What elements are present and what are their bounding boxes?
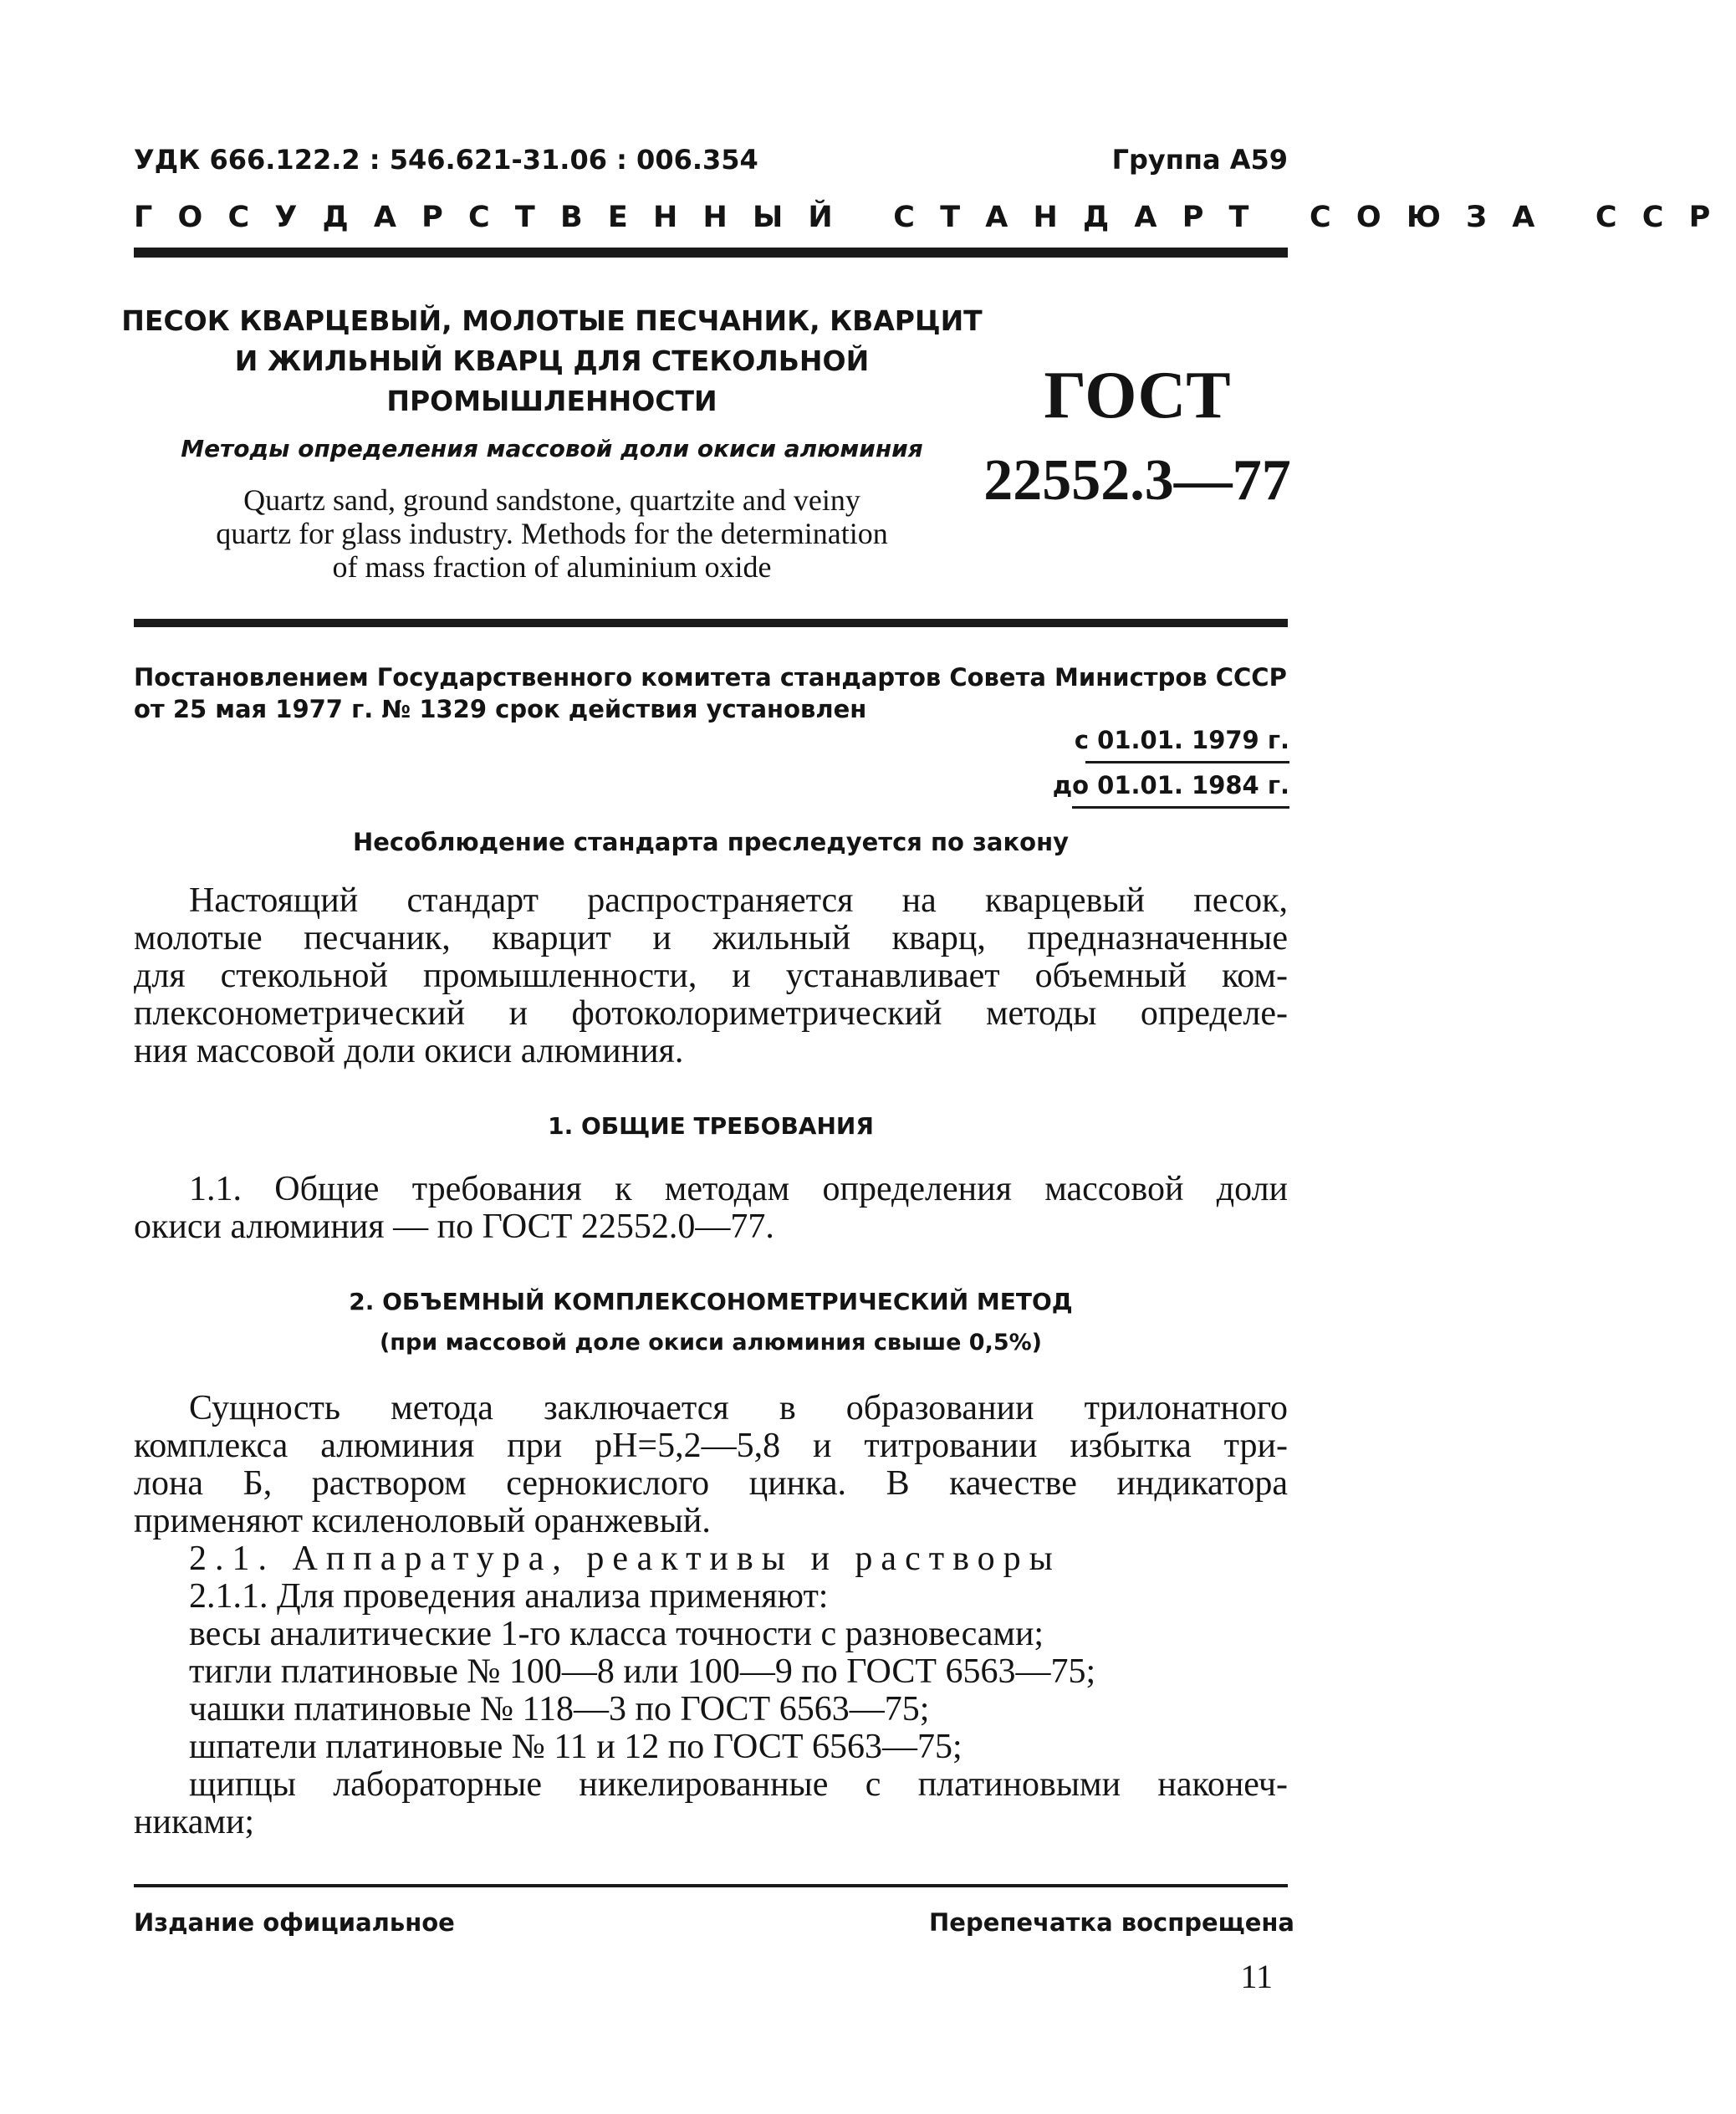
- page-number: 11: [1240, 1958, 1273, 1995]
- section-1-heading: 1. ОБЩИЕ ТРЕБОВАНИЯ: [548, 1112, 874, 1140]
- valid-to-date: до 01.01. 1984 г.: [1052, 771, 1289, 799]
- section-1-line-2: окиси алюминия — по ГОСТ 22552.0—77.: [134, 1208, 774, 1246]
- decree-line-2: от 25 мая 1977 г. № 1329 срок действия установлен: [134, 695, 867, 723]
- bottom-rule: [134, 1884, 1288, 1887]
- section-2-line-3: лона Б, раствором сернокислого цинка. В качестве индикатора: [134, 1464, 1288, 1503]
- section-2-line-4: применяют ксиленоловый оранжевый.: [134, 1502, 711, 1540]
- intro-line-5: ния массовой доли окиси алюминия.: [134, 1032, 684, 1070]
- noncompliance-notice: Несоблюдение стандарта преследуется по закону: [352, 828, 1070, 856]
- top-rule: [134, 248, 1288, 258]
- valid-to-underline: [1072, 806, 1289, 809]
- english-title-line-3: of mass fraction of aluminium oxide: [332, 550, 772, 584]
- decree-line-1: Постановлением Государственного комитета стандартов Совета Министров СССР: [134, 663, 1287, 692]
- intro-line-3: для стекольной промышленности, и устанавливает объемный ком-: [134, 957, 1288, 995]
- equipment-item-5: щипцы лабораторные никелированные с платиновыми наконеч-: [189, 1765, 1288, 1804]
- group-code: Группа А59: [1111, 144, 1288, 176]
- footer-official-edition: Издание официальное: [134, 1908, 455, 1937]
- equipment-item-1: весы аналитические 1-го класса точности с разновесами;: [189, 1615, 1044, 1653]
- title-line-1: ПЕСОК КВАРЦЕВЫЙ, МОЛОТЫЕ ПЕСЧАНИК, КВАРЦИТ: [121, 304, 983, 337]
- gost-label: ГОСТ: [1044, 359, 1231, 432]
- gost-number: 22552.3—77: [983, 448, 1291, 513]
- subtitle: Методы определения массовой доли окиси алюминия: [181, 435, 923, 462]
- section-1-line-1: 1.1. Общие требования к методам определения массовой доли: [189, 1170, 1288, 1208]
- middle-rule: [134, 619, 1288, 627]
- subsection-2-1-1: 2.1.1. Для проведения анализа применяют:: [189, 1577, 829, 1616]
- english-title-line-1: Quartz sand, ground sandstone, quartzite and veiny: [243, 483, 860, 517]
- state-standard-banner: ГОСУДАРСТВЕННЫЙ СТАНДАРТ СОЮЗА ССР: [134, 201, 1736, 234]
- footer-reprint-prohibited: Перепечатка воспрещена: [929, 1908, 1294, 1937]
- equipment-item-3: чашки платиновые № 118—3 по ГОСТ 6563—75;: [189, 1690, 930, 1728]
- equipment-item-4: шпатели платиновые № 11 и 12 по ГОСТ 6563—75;: [189, 1728, 962, 1766]
- english-title-line-2: quartz for glass industry. Methods for the determination: [216, 517, 888, 550]
- equipment-item-5-cont: никами;: [134, 1803, 255, 1841]
- section-2-subheading: (при массовой доле окиси алюминия свыше 0,5%): [379, 1330, 1043, 1356]
- valid-from-underline: [1085, 761, 1289, 763]
- title-line-3: ПРОМЫШЛЕННОСТИ: [386, 385, 717, 417]
- section-2-line-2: комплекса алюминия при pH=5,2—5,8 и титровании избытка три-: [134, 1427, 1288, 1465]
- subsection-2-1-heading: 2.1. Аппаратура, реактивы и растворы: [189, 1540, 1061, 1578]
- udk-code: УДК 666.122.2 : 546.621-31.06 : 006.354: [134, 144, 758, 176]
- intro-line-1: Настоящий стандарт распространяется на кварцевый песок,: [189, 881, 1288, 920]
- intro-line-4: плексонометрический и фотоколориметрический методы определе-: [134, 994, 1288, 1033]
- section-2-line-1: Сущность метода заключается в образовании трилонатного: [189, 1389, 1288, 1427]
- section-2-heading: 2. ОБЪЕМНЫЙ КОМПЛЕКСОНОМЕТРИЧЕСКИЙ МЕТОД: [349, 1288, 1073, 1315]
- equipment-item-2: тигли платиновые № 100—8 или 100—9 по ГОСТ 6563—75;: [189, 1652, 1096, 1691]
- intro-line-2: молотые песчаник, кварцит и жильный кварц, предназначенные: [134, 919, 1288, 957]
- valid-from-date: с 01.01. 1979 г.: [1074, 726, 1289, 754]
- title-line-2: И ЖИЛЬНЫЙ КВАРЦ ДЛЯ СТЕКОЛЬНОЙ: [234, 345, 870, 377]
